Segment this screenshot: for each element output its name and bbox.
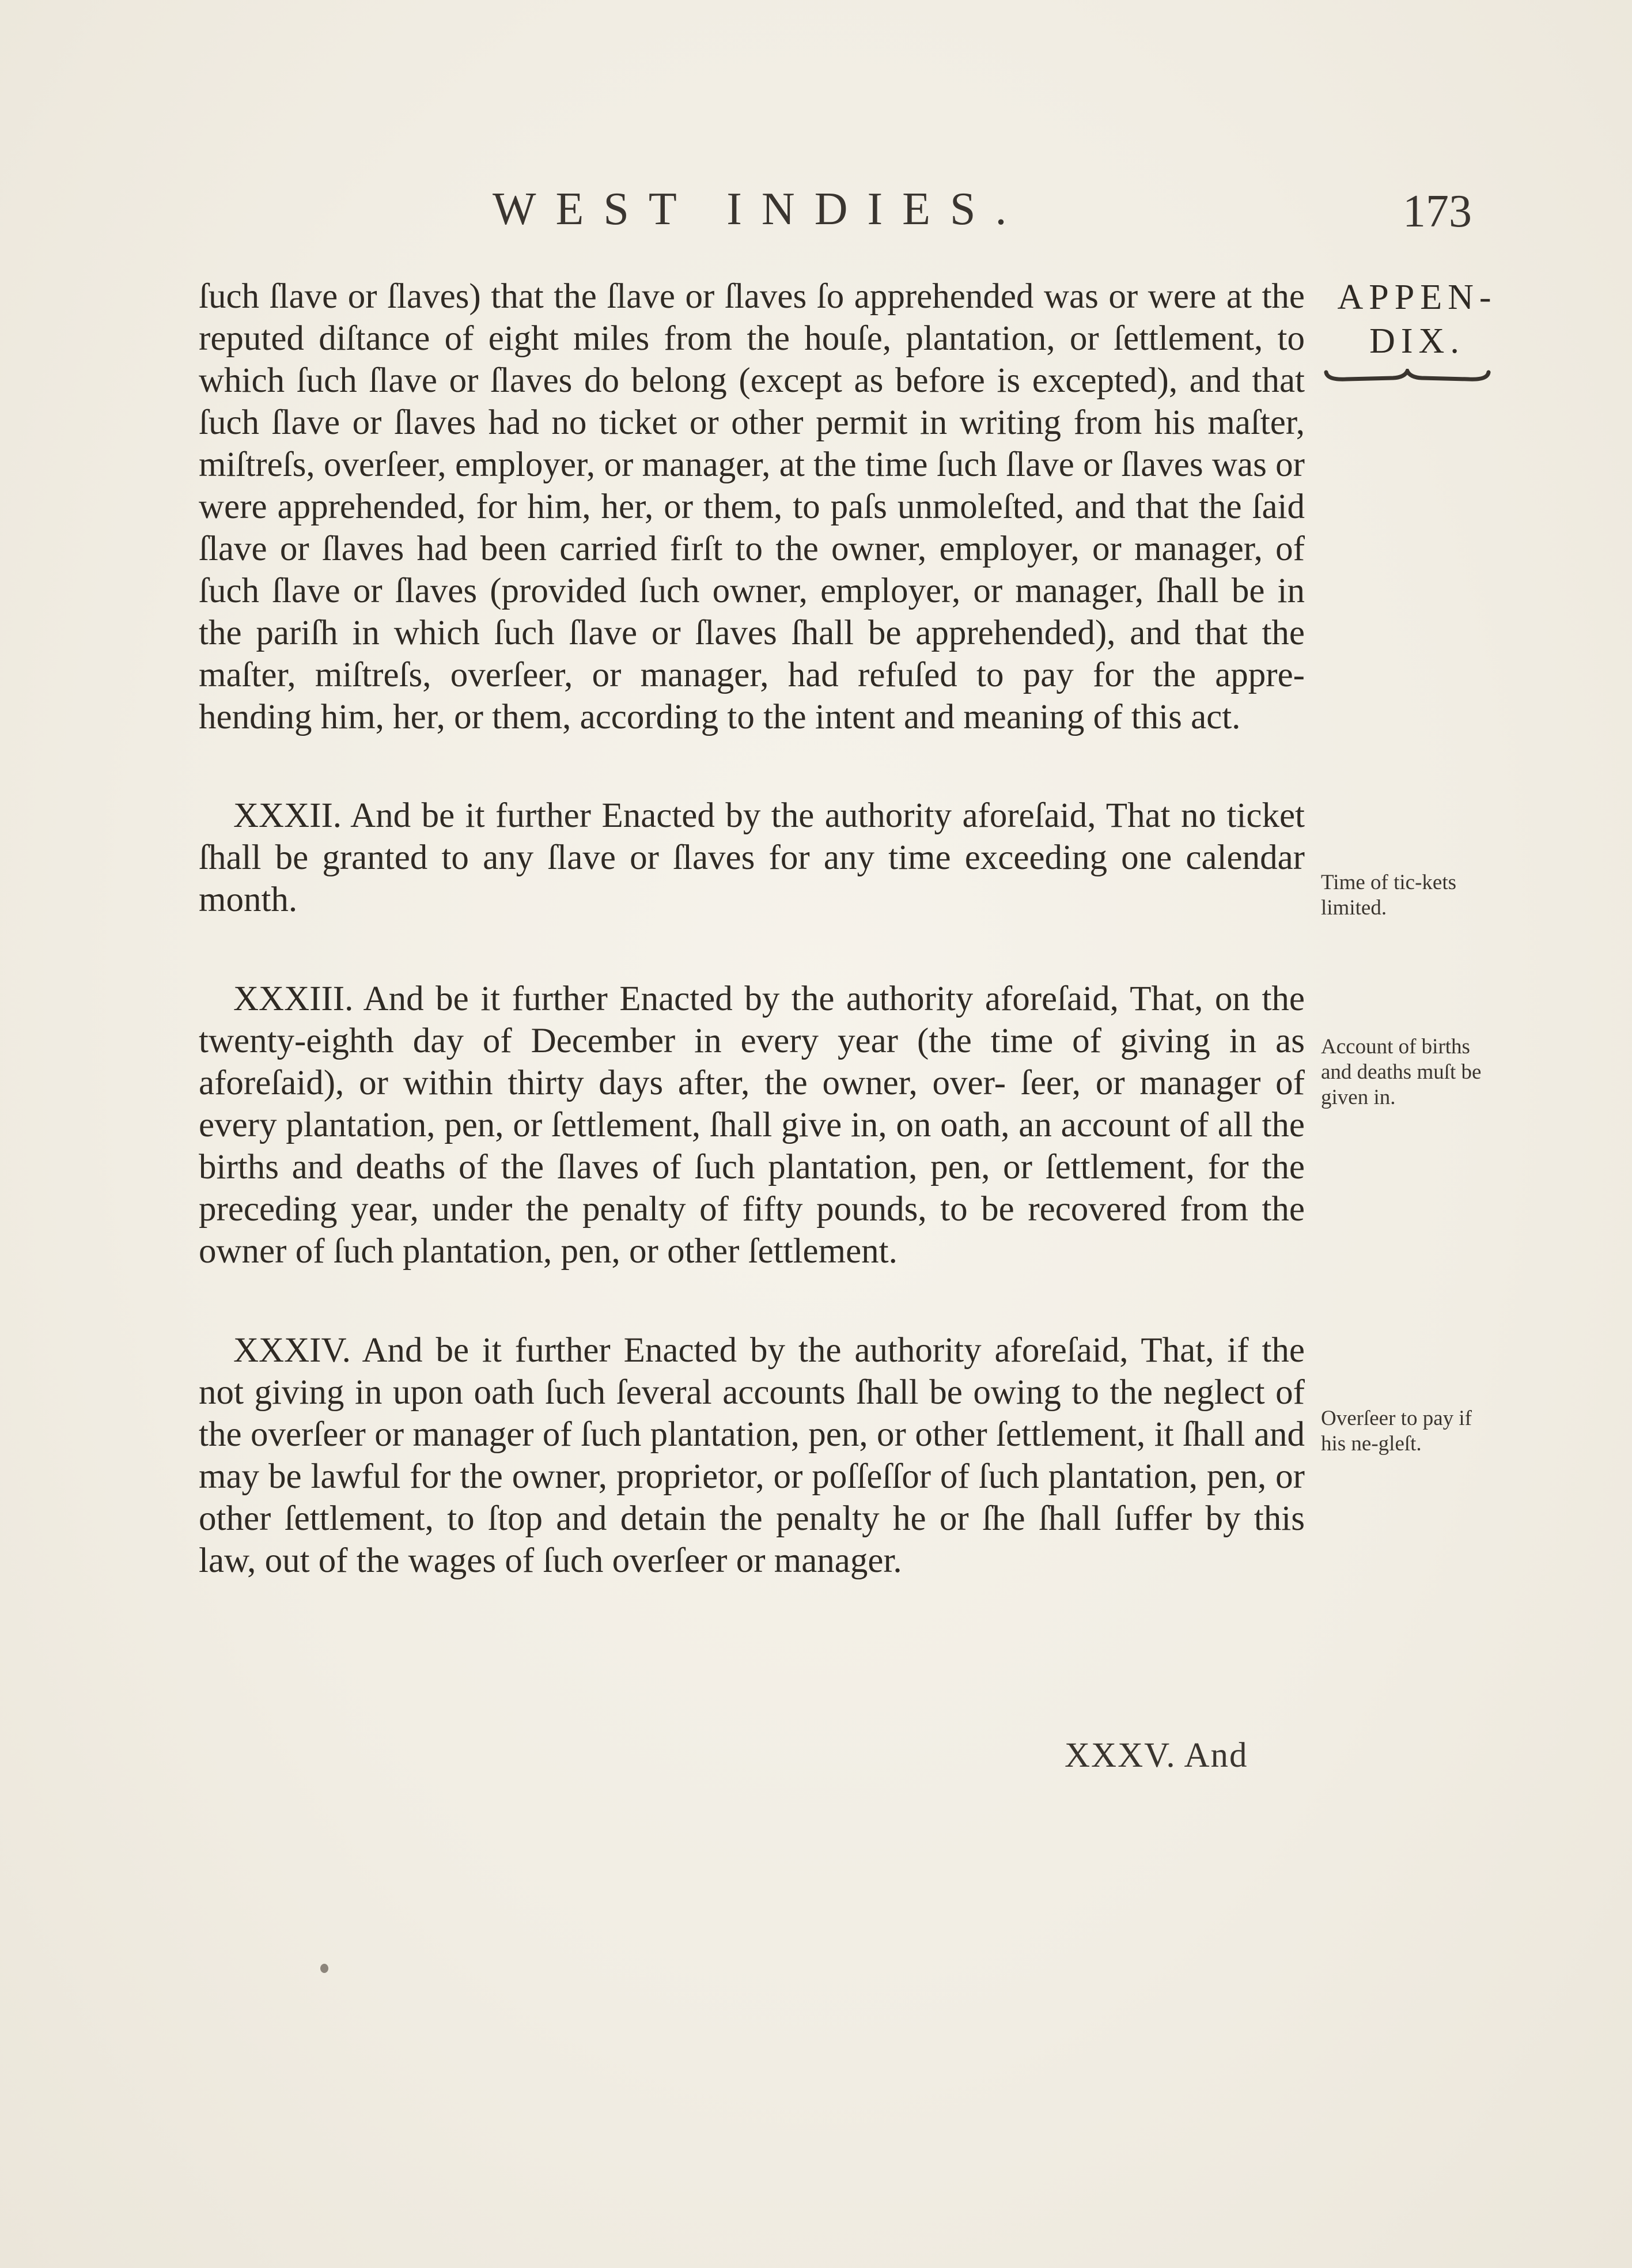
- margin-note-births-deaths: Account of births and deaths muſt be given in.: [1321, 1035, 1482, 1109]
- paragraph-xxxii: XXXII. And be it further Enacted by the authority aforeſaid, That no ticket ſhall be granted to any ſlave or ſlaves for any time exceeding one calendar month.: [199, 796, 1305, 919]
- margin-note-overseer: Overſeer to pay if his ne-gleſt.: [1321, 1407, 1472, 1456]
- paragraph-continued: ſuch ſlave or ſlaves) that the ſlave or ſlaves ſo apprehended was or were at the reputed diſtance of eight miles from the houſe, plantation, or ſettlement, to which ſuch ſlave or ſlaves do belong (except as before is excepted), and that ſuch ſlave or ſlaves had no ticket or other permit in writing from his maſter, miſtreſs, overſeer, employer, or manager, at the time ſuch ſlave or ſlaves was or were apprehended, for him, her, or them, to paſs unmoleſted, and that the ſaid ſlave or ſlaves had been carried firſt to the owner, employer, or manager, of ſuch ſlave or ſlaves (provided ſuch owner, employer, or manager, ſhall be in the pariſh in which ſuch ſlave or ſlaves ſhall be apprehended), and that the maſter, miſtreſs, overſeer, or manager, had refuſed to pay for the appre- hending him, her, or them, according to the intent and meaning of this act.: [199, 277, 1305, 736]
- page-number: 173: [1403, 186, 1472, 237]
- paragraph-xxxiv: XXXIV. And be it further Enacted by the authority aforeſaid, That, if the not giving in upon oath ſuch ſeveral accounts ſhall be owing to the neglect of the overſeer or manager of ſuch plantation, pen, or other ſettlement, it ſhall and may be lawful for the owner, proprietor, or poſſeſſor of ſuch plantation, pen, or other ſettlement, to ſtop and detain the penalty he or ſhe ſhall ſuffer by this law, out of the wages of ſuch overſeer or manager.: [199, 1331, 1305, 1580]
- appendix-label: [1322, 275, 1512, 363]
- margin-note-tickets: Time of tic-kets limited.: [1321, 871, 1457, 920]
- appendix-label-line2: DIX.: [1369, 322, 1465, 361]
- catchword: XXXV. And: [1065, 1736, 1248, 1775]
- ink-speck: [320, 1964, 328, 1973]
- appendix-label-line1: APPEN-: [1337, 278, 1497, 317]
- paragraph-xxxiii: XXXIII. And be it further Enacted by the authority aforeſaid, That, on the twenty-eighth day of December in every year (the time of giving in as aforeſaid), or within thirty days after, the owner, over- ſeer, or manager of every plantation, pen, or ſettlement, ſhall give in, on oath, an account of all the births and deaths of the ſlaves of ſuch plantation, pen, or ſettlement, for the preceding year, under the penalty of fifty pounds, to be recovered from the owner of ſuch plantation, pen, or other ſettlement.: [199, 980, 1305, 1271]
- brace-ornament-icon: [1324, 369, 1491, 384]
- body-text: [199, 275, 1305, 1582]
- running-head: WEST INDIES.: [493, 184, 1027, 235]
